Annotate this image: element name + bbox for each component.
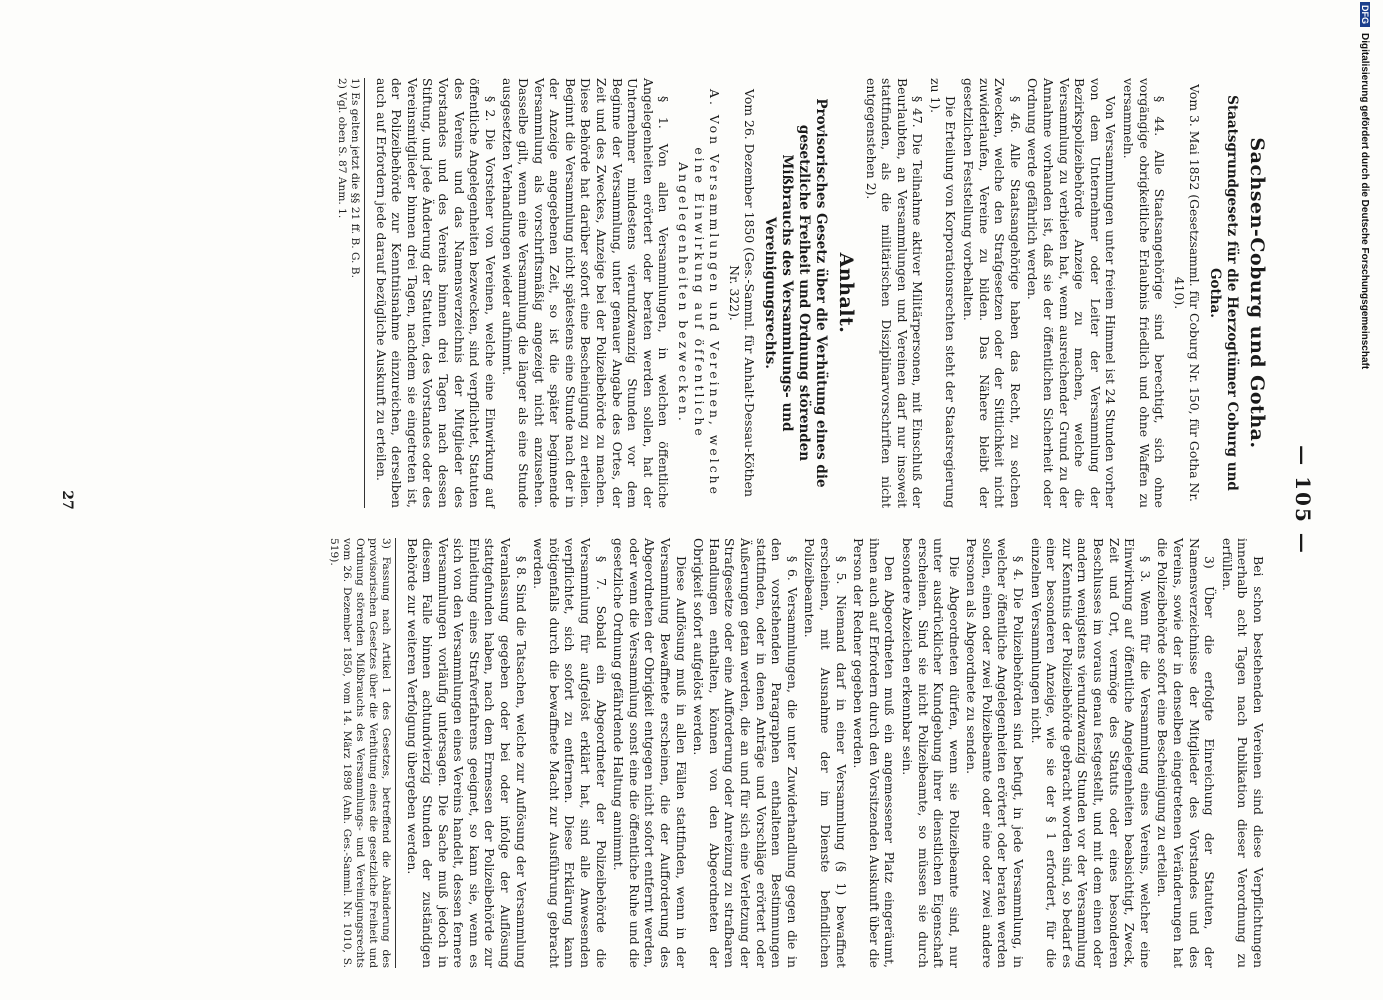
paragraph-6-b: Diese Auflösung muß in allen Fällen stattfinden, wenn in der Versammlung Bewaffnete erscheinen, die der Aufforderung des Abgeordneten der Obrigkeit entgegen nicht sofort entfernt werden, oder wenn die Versammlung sonst eine die öffentliche Ruhe und die gesetzliche Ordnung gefährdende Haltung annimmt. — [611, 538, 689, 968]
footnote-3: 3) Fassung nach Artikel 1 des Gesetzes, betreffend die Abänderung des provisorischen Gesetzes über die Verhütung eines die gesetzliche Freiheit und Ordnung störenden Mißbrauchs des Versammlungs- und Vereinigungsrechts vom 26. Dezember 1850, vom 14. März 1898 (Anh. Ges.-Samml. Nr. 1010, S. 519). — [327, 538, 392, 968]
paragraph-46: § 46. Alle Staatsangehörige haben das Recht, zu solchen Zwecken, welche den Strafgesetzen oder der Sittlichkeit nicht zuwiderlaufen, Vereine zu bilden. Das Nähere bleibt der gesetzlichen Feststellung vorbehalten. — [961, 78, 1023, 508]
dfg-logo: DFG — [1360, 2, 1370, 27]
paragraph-44: § 44. Alle Staatsangehörige sind berechtigt, sich ohne vorgängige obrigkeitliche Erlaubnis friedlich und ohne Waffen zu versammeln. — [1121, 78, 1168, 508]
paragraph-4: § 4. Die Polizeibehörden sind befugt, in jede Versammlung, in welcher öffentliche Angelegenheiten erörtert oder beraten werden sollen, einen oder zwei Polizeibeamte oder eine oder zwei andere Personen als Abgeordnete zu senden. — [964, 538, 1027, 968]
paragraph-44-b: Von Versammlungen unter freiem Himmel ist 24 Stunden vorher von dem Unternehmer oder Leiter der Versammlung der Bezirkspolizeibehörde Anzeige zu machen, welche die Versammlung zu verbieten hat, wenn ausreichender Grund zu der Annahme vorhanden ist, daß sie der öffentlichen Sicherheit oder Ordnung werde gefährlich werden. — [1025, 78, 1119, 508]
paragraph-8: § 8. Sind die Tatsachen, welche zur Auflösung der Versammlung Veranlassung gegeben oder bei oder infolge der Auflösung stattgefunden haben, nach dem Ermessen der Polizeibehörde zur Einleitung eines Strafverfahrens geeignet, so kann sie, wenn es sich von den Versammlungen eines Vereins handelt, dessen fernere Versammlungen vorläufig untersagen. Die Sache muß jedoch in diesem Falle binnen achtundvierzig Stunden der zuständigen Behörde zur weiteren Verfolgung übergeben werden. — [404, 538, 529, 968]
law-title-provisorisches-gesetz: Provisorisches Gesetz über die Verhütung eines die gesetzliche Freiheit und Ordnung störenden Mißbrauchs des Versammlungs- und Vereinigungsrechts. — [762, 98, 830, 488]
book-page — [18, 0, 1358, 1000]
page-signature-mark: 27 — [58, 490, 75, 510]
paragraph-47: § 47. Die Teilnahme aktiver Militärpersonen, mit Einschluß der Beurlaubten, an Versammlungen und Vereinen darf nur insoweit stattfinden, als die militärischen Disziplinarvorschriften nicht entgegenstehen 2). — [863, 78, 926, 508]
paragraph-4-c: Den Abgeordneten muß ein angemessener Platz eingeräumt, ihnen auch auf Erfordern durch den Vorsitzenden Auskunft über die Person der Redner gegeben werden. — [851, 538, 898, 968]
paragraph-intro: Bei schon bestehenden Vereinen sind diese Verpflichtungen innerhalb acht Tagen nach Publikation dieser Verordnung zu erfüllen. — [1219, 538, 1266, 968]
law-title-staatsgrundgesetz: Staatsgrundgesetz für die Herzogtümer Coburg und Gotha. — [1207, 95, 1241, 491]
paragraph-4-b: Die Abgeordneten dürfen, wenn sie Polizeibeamte sind, nur unter ausdrücklicher Kundgebung ihrer dienstlichen Eigenschaft erscheinen. Sind sie nicht Polizeibeamte, so müssen sie durch besondere Abzeichen erkennbar sein. — [899, 538, 962, 968]
footnote-2: 2) Vgl. oben S. 87 Anm. 1. — [336, 78, 349, 219]
right-column — [327, 538, 1266, 968]
left-column — [335, 78, 1266, 508]
law-date-1850: Vom 26. Dezember 1850 (Ges.-Samml. für Anhalt-Dessau-Köthen Nr. 322). — [726, 89, 758, 497]
paragraph-5: § 5. Niemand darf in einer Versammlung (§ 1) bewaffnet erscheinen, mit Ausnahme der im Dienste befindlichen Polizeibeamten. — [802, 538, 849, 968]
paragraph-1: § 1. Von allen Versammlungen, in welchen öffentliche Angelegenheiten erörtert oder beraten werden sollen, hat der Unternehmer mindestens vierundzwanzig Stunden vor dem Beginne der Versammlung, unter genauer Angabe des Ortes, der Zeit und des Zweckes, Anzeige bei der Polizeibehörde zu machen. Diese Behörde hat darüber sofort eine Bescheinigung zu erteilen. Beginnt die Versammlung nicht spätestens eine Stunde nach der in der Anzeige angegebenen Zeit, so ist die später beginnende Versammlung als vorschriftsmäßig angezeigt nicht anzusehen. Dasselbe gilt, wenn eine Versammlung die länger als eine Stunde ausgesetzten Verhandlungen wieder aufnimmt. — [500, 78, 672, 508]
state-title-anhalt: Anhalt. — [834, 252, 857, 334]
right-footnotes — [327, 538, 396, 968]
paragraph-2: § 2. Die Vorsteher von Vereinen, welche eine Einwirkung auf öffentliche Angelegenheiten bezwecken, sind verpflichtet, Statuten des Vereins und das Namensverzeichnis der Mitglieder des Vorstandes und des Vereins binnen drei Tagen nach dessen Stiftung, und jede Änderung der Statuten, des Vorstandes oder des Vereinsmitglieder binnen drei Tagen, nachdem sie eingetreten ist, der Polizeibehörde zur Kenntnisnahme einzureichen, derselben auch auf Erfordern jede darauf bezügliche Auskunft zu erteilen. — [373, 78, 498, 508]
section-a-heading: A. Von Versammlungen und Vereinen, welche eine Einwirkung auf öffentliche Angelegenheiten bezwecken. — [675, 89, 723, 497]
paragraph-7: § 7. Sobald ein Abgeordneter der Polizeibehörde die Versammlung für aufgelöst erklärt hat, sind alle Anwesenden verpflichtet, sich sofort zu entfernen. Diese Erklärung kann nötigenfalls durch die bewaffnete Macht zur Ausführung gebracht werden. — [531, 538, 609, 968]
state-title-coburg-gotha: Sachsen-Coburg und Gotha. — [1246, 137, 1268, 449]
paragraph-46-b: Die Erteilung von Korporationsrechten steht der Staatsregierung zu 1). — [927, 78, 959, 508]
digitization-note — [1359, 2, 1370, 369]
paragraph-3: § 3. Wenn für die Versammlung eines Vereins, welcher eine Einwirkung auf öffentliche Angelegenheiten beabsichtigt, Zweck, Zeit und Ort, vermöge des Statuts oder eines besonderen Beschlusses im voraus genau festgestellt, und mit dem einen oder andern wenigstens vierundzwanzig Stunden vor der Versammlung zur Kenntnis der Polizeibehörde gebracht worden sind, so bedarf es einer besonderen Anzeige, wie sie der § 1 erfordert, für die einzelnen Versammlungen nicht. — [1028, 538, 1153, 968]
digitization-note-text: Digitalisierung gefördert durch die Deutsche Forschungsgemeinschaft — [1359, 33, 1370, 370]
page-number: — 105 — — [1291, 445, 1315, 555]
footnote-1: 1) Es gelten jetzt die §§ 21 ff. B. G. B. — [349, 78, 362, 278]
left-footnotes — [335, 78, 365, 508]
paragraph-intro-2: 3) Über die erfolgte Einreichung der Statuten, der Namensverzeichnisse der Mitglieder des Vorstandes und des Vereins, sowie der in denselben eingetretenen Veränderungen hat die Polizeibehörde sofort eine Bescheinigung zu erteilen. — [1155, 538, 1218, 968]
paragraph-6: § 6. Versammlungen, die unter Zuwiderhandlung gegen die in den vorstehenden Paragraphen enthaltenen Bestimmungen stattfinden, oder in denen Anträge und Vorschläge erörtert oder Äußerungen getan werden, die an und für sich eine Verletzung der Strafgesetze oder eine Aufforderung oder Anreizung zu strafbaren Handlungen enthalten, können von den Abgeordneten der Obrigkeit sofort aufgelöst werden. — [691, 538, 800, 968]
law-date-1852: Vom 3. Mai 1852 (Gesetzsamml. für Coburg Nr. 150, für Gotha Nr. 410). — [1171, 84, 1203, 502]
